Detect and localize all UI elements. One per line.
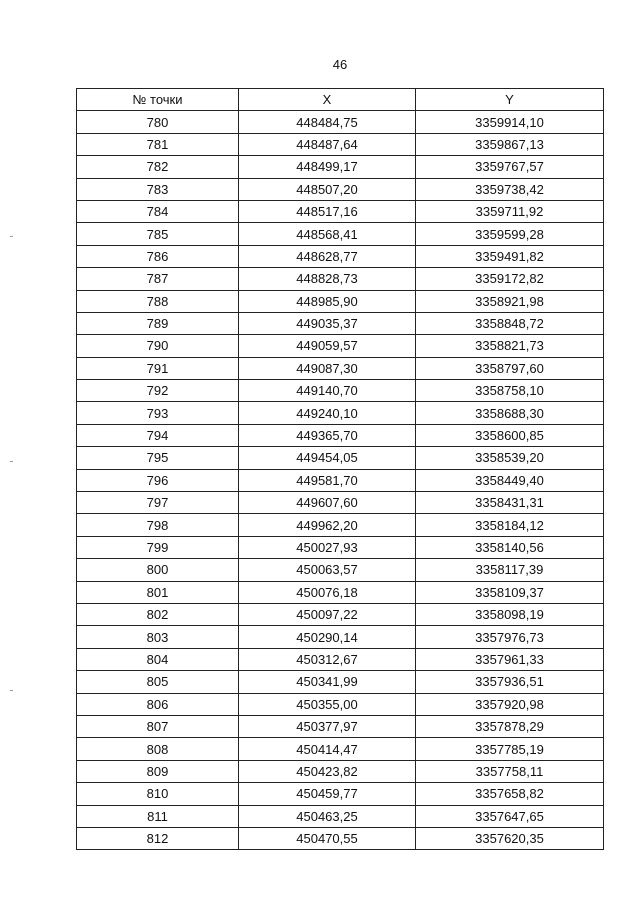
x-coordinate-cell: 450312,67 <box>239 648 416 670</box>
point-number-cell: 784 <box>77 200 239 222</box>
x-coordinate-cell: 449140,70 <box>239 380 416 402</box>
x-coordinate-cell: 450459,77 <box>239 783 416 805</box>
point-number-cell: 785 <box>77 223 239 245</box>
y-coordinate-cell: 3357878,29 <box>416 715 604 737</box>
point-number-cell: 797 <box>77 492 239 514</box>
table-row <box>77 514 604 536</box>
table-row <box>77 648 604 670</box>
x-coordinate-cell: 449581,70 <box>239 469 416 491</box>
x-coordinate-cell: 449087,30 <box>239 357 416 379</box>
table-row <box>77 245 604 267</box>
x-coordinate-cell: 450076,18 <box>239 581 416 603</box>
table-row <box>77 133 604 155</box>
table-row <box>77 402 604 424</box>
point-number-cell: 794 <box>77 424 239 446</box>
table-row <box>77 380 604 402</box>
table-row <box>77 268 604 290</box>
y-coordinate-cell: 3358449,40 <box>416 469 604 491</box>
x-coordinate-cell: 450355,00 <box>239 693 416 715</box>
x-coordinate-cell: 450097,22 <box>239 603 416 625</box>
x-coordinate-cell: 450027,93 <box>239 536 416 558</box>
table-row <box>77 223 604 245</box>
table-row <box>77 111 604 133</box>
x-coordinate-cell: 448484,75 <box>239 111 416 133</box>
point-number-cell: 799 <box>77 536 239 558</box>
point-number-cell: 803 <box>77 626 239 648</box>
y-coordinate-cell: 3359738,42 <box>416 178 604 200</box>
y-coordinate-cell: 3358821,73 <box>416 335 604 357</box>
header-point-number: № точки <box>77 89 239 111</box>
table-row <box>77 312 604 334</box>
point-number-cell: 783 <box>77 178 239 200</box>
point-number-cell: 792 <box>77 380 239 402</box>
point-number-cell: 810 <box>77 783 239 805</box>
table-row <box>77 357 604 379</box>
x-coordinate-cell: 450341,99 <box>239 671 416 693</box>
table-row <box>77 671 604 693</box>
x-coordinate-cell: 448828,73 <box>239 268 416 290</box>
x-coordinate-cell: 449607,60 <box>239 492 416 514</box>
point-number-cell: 788 <box>77 290 239 312</box>
table-row <box>77 626 604 648</box>
y-coordinate-cell: 3358431,31 <box>416 492 604 514</box>
table-row <box>77 335 604 357</box>
table-body <box>77 111 604 850</box>
point-number-cell: 801 <box>77 581 239 603</box>
x-coordinate-cell: 448628,77 <box>239 245 416 267</box>
point-number-cell: 793 <box>77 402 239 424</box>
table-row <box>77 559 604 581</box>
x-coordinate-cell: 450063,57 <box>239 559 416 581</box>
y-coordinate-cell: 3358539,20 <box>416 447 604 469</box>
y-coordinate-cell: 3357758,11 <box>416 760 604 782</box>
point-number-cell: 804 <box>77 648 239 670</box>
point-number-cell: 782 <box>77 156 239 178</box>
x-coordinate-cell: 448568,41 <box>239 223 416 245</box>
table-row <box>77 536 604 558</box>
table-row <box>77 805 604 827</box>
table-row <box>77 447 604 469</box>
table-row <box>77 693 604 715</box>
y-coordinate-cell: 3357647,65 <box>416 805 604 827</box>
y-coordinate-cell: 3357976,73 <box>416 626 604 648</box>
x-coordinate-cell: 449365,70 <box>239 424 416 446</box>
point-number-cell: 806 <box>77 693 239 715</box>
table-row <box>77 715 604 737</box>
x-coordinate-cell: 450423,82 <box>239 760 416 782</box>
x-coordinate-cell: 449454,05 <box>239 447 416 469</box>
table-row <box>77 492 604 514</box>
y-coordinate-cell: 3359914,10 <box>416 111 604 133</box>
point-number-cell: 798 <box>77 514 239 536</box>
y-coordinate-cell: 3358109,37 <box>416 581 604 603</box>
point-number-cell: 780 <box>77 111 239 133</box>
point-number-cell: 795 <box>77 447 239 469</box>
margin-mark <box>10 690 13 691</box>
point-number-cell: 791 <box>77 357 239 379</box>
x-coordinate-cell: 448517,16 <box>239 200 416 222</box>
x-coordinate-cell: 449059,57 <box>239 335 416 357</box>
y-coordinate-cell: 3359599,28 <box>416 223 604 245</box>
point-number-cell: 787 <box>77 268 239 290</box>
y-coordinate-cell: 3358758,10 <box>416 380 604 402</box>
x-coordinate-cell: 448985,90 <box>239 290 416 312</box>
point-number-cell: 811 <box>77 805 239 827</box>
margin-mark <box>10 461 13 462</box>
point-number-cell: 808 <box>77 738 239 760</box>
point-number-cell: 800 <box>77 559 239 581</box>
page-number: 46 <box>332 57 348 72</box>
x-coordinate-cell: 450290,14 <box>239 626 416 648</box>
y-coordinate-cell: 3357658,82 <box>416 783 604 805</box>
y-coordinate-cell: 3357785,19 <box>416 738 604 760</box>
x-coordinate-cell: 449240,10 <box>239 402 416 424</box>
y-coordinate-cell: 3357961,33 <box>416 648 604 670</box>
table-row <box>77 581 604 603</box>
y-coordinate-cell: 3358688,30 <box>416 402 604 424</box>
point-number-cell: 789 <box>77 312 239 334</box>
x-coordinate-cell: 448507,20 <box>239 178 416 200</box>
point-number-cell: 796 <box>77 469 239 491</box>
x-coordinate-cell: 450414,47 <box>239 738 416 760</box>
table-row <box>77 827 604 849</box>
margin-mark <box>10 236 13 237</box>
y-coordinate-cell: 3359172,82 <box>416 268 604 290</box>
point-number-cell: 790 <box>77 335 239 357</box>
y-coordinate-cell: 3358098,19 <box>416 603 604 625</box>
x-coordinate-cell: 448499,17 <box>239 156 416 178</box>
table-row <box>77 469 604 491</box>
coordinates-table <box>76 88 604 850</box>
point-number-cell: 786 <box>77 245 239 267</box>
y-coordinate-cell: 3357936,51 <box>416 671 604 693</box>
x-coordinate-cell: 449035,37 <box>239 312 416 334</box>
point-number-cell: 807 <box>77 715 239 737</box>
x-coordinate-cell: 450463,25 <box>239 805 416 827</box>
y-coordinate-cell: 3358140,56 <box>416 536 604 558</box>
y-coordinate-cell: 3359867,13 <box>416 133 604 155</box>
y-coordinate-cell: 3358797,60 <box>416 357 604 379</box>
y-coordinate-cell: 3358184,12 <box>416 514 604 536</box>
point-number-cell: 805 <box>77 671 239 693</box>
table-row <box>77 603 604 625</box>
table-row <box>77 760 604 782</box>
table-row <box>77 424 604 446</box>
y-coordinate-cell: 3358117,39 <box>416 559 604 581</box>
table-row <box>77 178 604 200</box>
y-coordinate-cell: 3358921,98 <box>416 290 604 312</box>
header-x: X <box>239 89 416 111</box>
x-coordinate-cell: 448487,64 <box>239 133 416 155</box>
y-coordinate-cell: 3359491,82 <box>416 245 604 267</box>
x-coordinate-cell: 450377,97 <box>239 715 416 737</box>
y-coordinate-cell: 3357920,98 <box>416 693 604 715</box>
y-coordinate-cell: 3359767,57 <box>416 156 604 178</box>
table-row <box>77 738 604 760</box>
y-coordinate-cell: 3358848,72 <box>416 312 604 334</box>
point-number-cell: 812 <box>77 827 239 849</box>
table-row <box>77 156 604 178</box>
y-coordinate-cell: 3358600,85 <box>416 424 604 446</box>
table-row <box>77 783 604 805</box>
point-number-cell: 802 <box>77 603 239 625</box>
y-coordinate-cell: 3357620,35 <box>416 827 604 849</box>
y-coordinate-cell: 3359711,92 <box>416 200 604 222</box>
table-row <box>77 200 604 222</box>
table-header-row <box>77 89 604 111</box>
table-row <box>77 290 604 312</box>
x-coordinate-cell: 450470,55 <box>239 827 416 849</box>
header-y: Y <box>416 89 604 111</box>
point-number-cell: 781 <box>77 133 239 155</box>
x-coordinate-cell: 449962,20 <box>239 514 416 536</box>
point-number-cell: 809 <box>77 760 239 782</box>
